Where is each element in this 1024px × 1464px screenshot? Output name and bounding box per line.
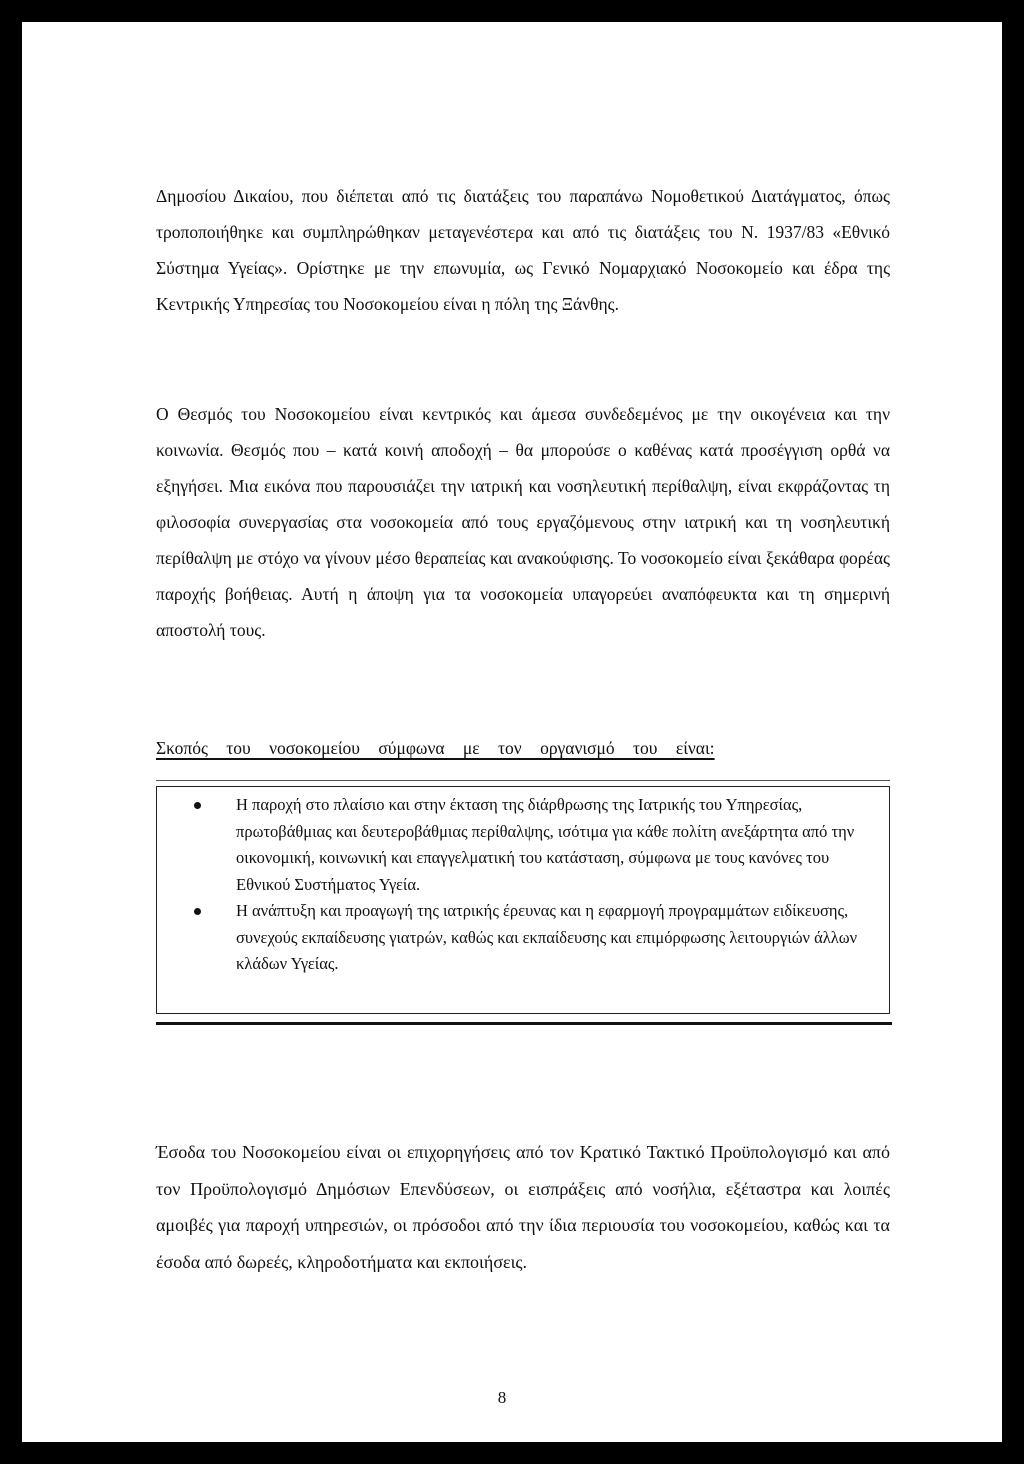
paragraph-revenue: Έσοδα του Νοσοκομείου είναι οι επιχορηγήσεις από τον Κρατικό Τακτικό Προϋπολογισμό και από τον Προϋπολογισμό Δημόσιων Επενδύσεων, οι εισπράξεις από νοσήλια, εξέταστρα και λοιπές αμοιβές για παροχή υπηρεσιών, οι πρόσοδοι από την ίδια περιουσία του νοσοκομείου, καθώς και τα έσοδα από δωρεές, κληροδοτήματα και εκποιήσεις. <box>156 1142 890 1272</box>
list-item <box>192 898 872 978</box>
list-item <box>192 792 872 898</box>
document-page <box>22 22 1002 1442</box>
purpose-item-text: Η παροχή στο πλαίσιο και στην έκταση της διάρθρωσης της Ιατρικής του Υπηρεσίας, πρωτοβάθμιας και δευτεροβάθμιας περίθαλψης, ισότιμα για κάθε πολίτη ανεξάρτητα από την οικονομική, κοινωνική και επαγγελματική του κατάσταση, σύμφωνα με τους κανόνες του Εθνικού Συστήματος Υγεία. <box>236 795 855 894</box>
bullet-icon <box>194 908 201 915</box>
bullet-icon <box>194 802 201 809</box>
purpose-heading: Σκοπός του νοσοκομείου σύμφωνα με τον οργανισμό του είναι: <box>156 738 715 758</box>
purpose-list <box>192 792 872 978</box>
purpose-item-text: Η ανάπτυξη και προαγωγή της ιατρικής έρευνας και η εφαρμογή προγραμμάτων ειδίκευσης, συνεχούς εκπαίδευσης γιατρών, καθώς και εκπαίδευσης και επιμόρφωσης λειτουργιών άλλων κλάδων Υγείας. <box>236 901 858 973</box>
paragraph-legal-status: Δημοσίου Δικαίου, που διέπεται από τις διατάξεις του παραπάνω Νομοθετικού Διατάγματος, όπως τροποποιήθηκε και συμπληρώθηκαν μεταγενέστερα και από τις διατάξεις του Ν. 1937/83 «Εθνικό Σύστημα Υγείας». Ορίστηκε με την επωνυμία, ως Γενικό Νομαρχιακό Νοσοκομείο και έδρα της Κεντρικής Υπηρεσίας του Νοσοκομείου είναι η πόλη της Ξάνθης. <box>156 186 890 314</box>
frame-top-rule <box>156 780 890 781</box>
frame-bottom-rule <box>156 1022 892 1025</box>
paragraph-institution: Ο Θεσμός του Νοσοκομείου είναι κεντρικός και άμεσα συνδεδεμένος με την οικογένεια και την κοινωνία. Θεσμός που – κατά κοινή αποδοχή – θα μπορούσε ο καθένας κατά προσέγγιση ορθά να εξηγήσει. Μια εικόνα που παρουσιάζει την ιατρική και νοσηλευτική περίθαλψη, είναι εκφράζοντας τη φιλοσοφία συνεργασίας στα νοσοκομεία από τους εργαζόμενους στην ιατρική και τη νοσηλευτική περίθαλψη με στόχο να γίνουν μέσο θεραπείας και ανακούφισης. Το νοσοκομείο είναι ξεκάθαρα φορέας παροχής βοήθειας. Αυτή η άποψη για τα νοσοκομεία υπαγορεύει αναπόφευκτα και τη σημερινή αποστολή τους. <box>156 404 890 640</box>
page-number: 8 <box>497 1388 507 1407</box>
